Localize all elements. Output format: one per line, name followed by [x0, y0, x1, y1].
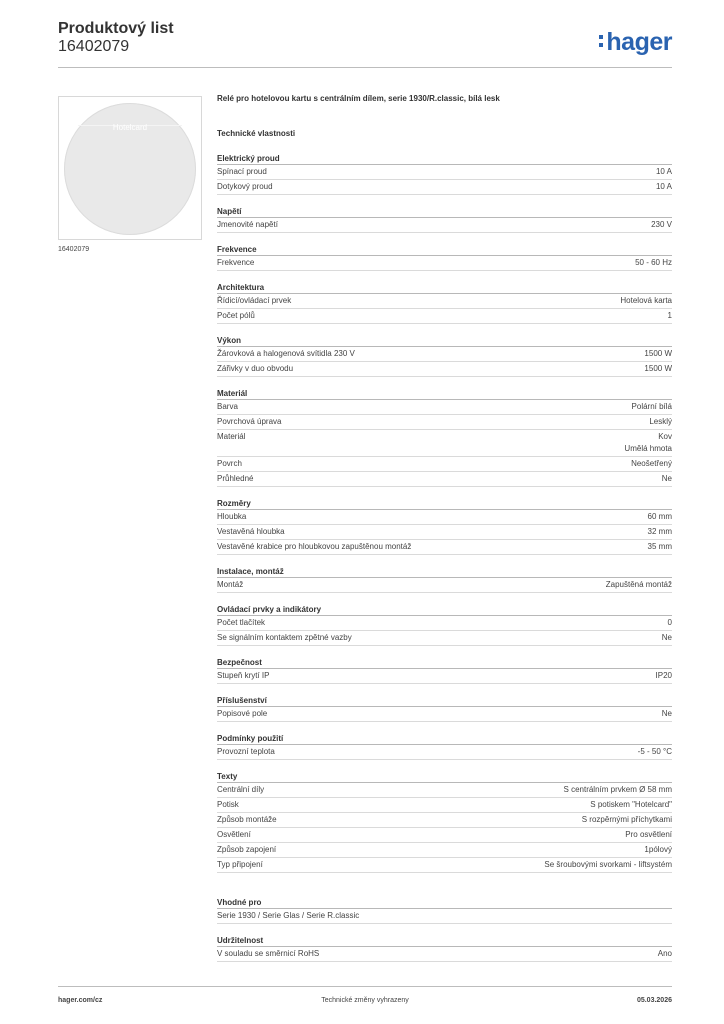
page-header [58, 20, 672, 68]
spec-value [631, 458, 672, 470]
spec-group [217, 281, 672, 324]
spec-label: Hloubka [217, 512, 247, 521]
spec-label: Stupeň krytí IP [217, 671, 270, 680]
spec-value-line: Pro osvětlení [625, 830, 672, 839]
spec-row [217, 165, 672, 180]
product-number: 16402079 [58, 38, 130, 55]
spec-label: Počet tlačítek [217, 618, 266, 627]
spec-value-line: Lesklý [649, 417, 672, 426]
spec-value [544, 859, 672, 871]
spec-label: Se signálním kontaktem zpětné vazby [217, 633, 352, 642]
spec-label: Popisové pole [217, 709, 268, 718]
spec-label: Počet pólů [217, 311, 255, 320]
spec-row [217, 510, 672, 525]
spec-value [662, 708, 672, 720]
spec-value-line: 50 - 60 Hz [635, 258, 672, 267]
spec-label: Povrchová úprava [217, 417, 282, 426]
spec-row [217, 180, 672, 195]
spec-label: Řídicí/ovládací prvek [217, 296, 292, 305]
spec-group-title: Vhodné pro [217, 896, 672, 909]
spec-label: Vestavěné krabice pro hloubkovou zapuštěnou montáž [217, 542, 412, 551]
spec-group [217, 770, 672, 873]
logo-text: hager [606, 28, 672, 56]
spec-group [217, 565, 672, 593]
spec-row [217, 525, 672, 540]
spec-value [644, 348, 672, 360]
spec-group [217, 334, 672, 377]
spec-value-line: 32 mm [647, 527, 672, 536]
spec-label: Průhledné [217, 474, 254, 483]
spec-value-line: S rozpěrnými příchytkami [581, 815, 672, 824]
spec-label: Osvětlení [217, 830, 251, 839]
spec-label: Potisk [217, 800, 239, 809]
spec-value-line: 1 [667, 311, 672, 320]
spec-row [217, 858, 672, 873]
spec-value [635, 257, 672, 269]
spec-label: Žárovková a halogenová svítidla 230 V [217, 349, 355, 358]
spec-value-line: Ne [661, 474, 672, 483]
spec-row [217, 813, 672, 828]
spec-group [217, 934, 672, 962]
spec-value [658, 948, 672, 960]
spec-row [217, 362, 672, 377]
spec-group-title: Napětí [217, 205, 672, 218]
spec-label: Vestavěná hloubka [217, 527, 285, 536]
spec-value-line: Zapuštěná montáž [605, 580, 672, 589]
hotelcard-switch-picture [64, 103, 196, 235]
spec-value-line: S potiskem "Hotelcard" [590, 800, 672, 809]
spec-row [217, 256, 672, 271]
spec-value [624, 431, 672, 455]
spec-value-line: Se šroubovými svorkami - liftsystém [544, 860, 672, 869]
spec-label: Spínací proud [217, 167, 267, 176]
spec-label: Centrální díly [217, 785, 265, 794]
spec-label: Jmenovité napětí [217, 220, 278, 229]
spec-value-line: Umělá hmota [624, 444, 672, 453]
spec-group [217, 732, 672, 760]
spec-value [649, 416, 672, 428]
spec-row [217, 218, 672, 233]
footer-date: 05.03.2026 [636, 997, 672, 1004]
spec-value-line: 1500 W [644, 349, 672, 358]
spec-value [590, 799, 672, 811]
spec-value [668, 617, 672, 629]
spec-value-line: Hotelová karta [620, 296, 672, 305]
spec-group [217, 603, 672, 646]
spec-value [644, 844, 672, 856]
spec-label: Provozní teplota [217, 747, 275, 756]
hager-logo [599, 28, 672, 57]
spec-group [217, 896, 672, 924]
spec-label: Materiál [217, 432, 246, 441]
spec-label: Montáž [217, 580, 244, 589]
spec-row [217, 616, 672, 631]
spec-value [606, 579, 672, 591]
spec-row [217, 400, 672, 415]
spec-value-line: Ne [661, 709, 672, 718]
spec-label: Frekvence [217, 258, 255, 267]
spec-value [662, 632, 672, 644]
spec-row [217, 909, 672, 924]
spec-row [217, 309, 672, 324]
spec-value-line: IP20 [655, 671, 672, 680]
spec-group-title: Frekvence [217, 243, 672, 256]
spec-value [632, 401, 672, 413]
spec-value-line: -5 - 50 °C [637, 747, 672, 756]
spec-value-line: Ano [657, 949, 672, 958]
product-description: Relé pro hotelovou kartu s centrálním dílem, serie 1930/R.classic, bílá lesk [217, 94, 500, 103]
spec-group-title: Materiál [217, 387, 672, 400]
spec-label: Zářivky v duo obvodu [217, 364, 294, 373]
section-title: Technické vlastnosti [217, 129, 296, 138]
spec-value [625, 829, 672, 841]
spec-row [217, 415, 672, 430]
spec-value-line: 1pólový [644, 845, 672, 854]
spec-value-line: 1500 W [644, 364, 672, 373]
spec-value-line: 10 A [655, 167, 672, 176]
spec-group-title: Udržitelnost [217, 934, 672, 947]
spec-value [648, 511, 672, 523]
spec-value-line: 0 [667, 618, 672, 627]
page-footer [58, 986, 672, 1004]
spec-value [638, 746, 672, 758]
spec-group [217, 387, 672, 487]
spec-groups [217, 152, 672, 962]
spec-value [564, 784, 672, 796]
spec-group-title: Elektrický proud [217, 152, 672, 165]
spec-content [217, 94, 672, 972]
spec-group [217, 243, 672, 271]
spec-label: Barva [217, 402, 238, 411]
spec-label: Způsob zapojení [217, 845, 277, 854]
spec-value [648, 526, 672, 538]
spec-label: Dotykový proud [217, 182, 273, 191]
spec-group [217, 656, 672, 684]
spec-row [217, 472, 672, 487]
spec-row [217, 783, 672, 798]
spec-row [217, 347, 672, 362]
spec-row [217, 294, 672, 309]
spec-row [217, 707, 672, 722]
image-print-label: Hotelcard [112, 123, 148, 132]
spec-group-title: Instalace, montáž [217, 565, 672, 578]
spec-value-line: 10 A [655, 182, 672, 191]
spec-value [656, 166, 672, 178]
spec-label: Povrch [217, 459, 242, 468]
group-spacer [217, 883, 672, 896]
spec-label: V souladu se směrnicí RoHS [217, 949, 320, 958]
spec-value [656, 181, 672, 193]
spec-value [656, 670, 672, 682]
spec-group-title: Texty [217, 770, 672, 783]
spec-value-line: 60 mm [647, 512, 672, 521]
spec-row [217, 457, 672, 472]
spec-label: Způsob montáže [217, 815, 277, 824]
spec-row [217, 828, 672, 843]
spec-group-title: Bezpečnost [217, 656, 672, 669]
spec-group [217, 205, 672, 233]
spec-label: Typ připojení [217, 860, 263, 869]
spec-value [662, 473, 672, 485]
spec-value [648, 541, 672, 553]
spec-value-line: 35 mm [647, 542, 672, 551]
spec-value-line: Neošetřený [631, 459, 672, 468]
image-caption: 16402079 [58, 246, 90, 253]
product-image [58, 96, 202, 240]
spec-row [217, 430, 672, 457]
spec-value-line: S centrálním prvkem Ø 58 mm [563, 785, 672, 794]
spec-group [217, 497, 672, 555]
spec-group [217, 152, 672, 195]
spec-group-title: Rozměry [217, 497, 672, 510]
spec-value-line: Ne [661, 633, 672, 642]
spec-value-line: Polární bílá [631, 402, 672, 411]
spec-row [217, 843, 672, 858]
spec-group-title: Architektura [217, 281, 672, 294]
spec-value [620, 295, 672, 307]
spec-row [217, 947, 672, 962]
footer-website[interactable]: hager.com/cz [58, 997, 103, 1004]
spec-value [644, 363, 672, 375]
spec-value [651, 219, 672, 231]
spec-value [582, 814, 672, 826]
footer-notice: Technické změny vyhrazeny [321, 997, 409, 1004]
spec-row [217, 669, 672, 684]
document-title: Produktový list [58, 20, 174, 37]
logo-colon-icon [599, 34, 603, 48]
spec-group-title: Ovládací prvky a indikátory [217, 603, 672, 616]
spec-row [217, 745, 672, 760]
spec-row [217, 578, 672, 593]
spec-label: Serie 1930 / Serie Glas / Serie R.classic [217, 911, 360, 920]
spec-value-line: Kov [658, 432, 672, 441]
spec-group-title: Podmínky použití [217, 732, 672, 745]
spec-group-title: Příslušenství [217, 694, 672, 707]
spec-group-title: Výkon [217, 334, 672, 347]
spec-row [217, 631, 672, 646]
spec-row [217, 540, 672, 555]
spec-value [668, 310, 672, 322]
spec-value-line: 230 V [651, 220, 672, 229]
spec-row [217, 798, 672, 813]
spec-group [217, 694, 672, 722]
